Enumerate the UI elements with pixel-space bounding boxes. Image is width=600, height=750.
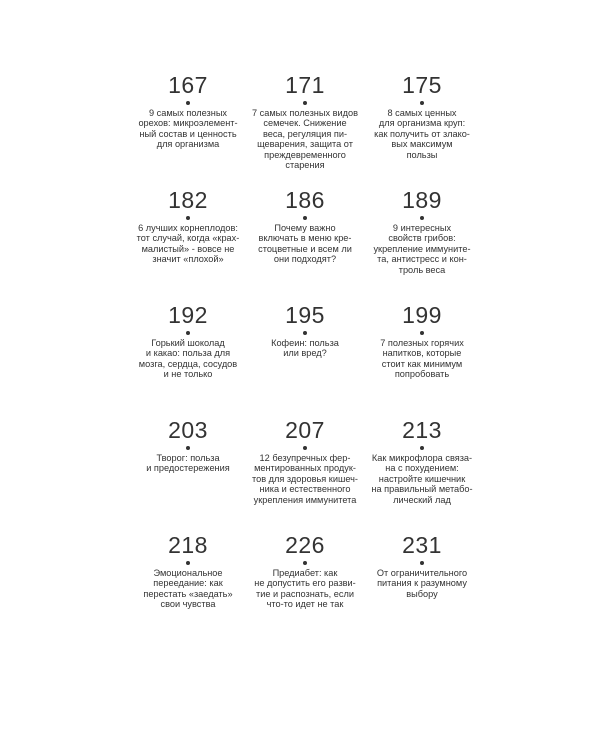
entry-description-line: пользы xyxy=(406,149,438,160)
bullet-dot-icon xyxy=(420,101,424,105)
entry-description-line: 9 самых полезных xyxy=(148,108,228,118)
page-number: 195 xyxy=(285,302,325,328)
entry-description-line: ный состав и ценность xyxy=(139,128,237,139)
entry-description-line: 7 самых полезных видов xyxy=(252,108,358,118)
bullet-dot-icon xyxy=(303,446,307,450)
contents-entry xyxy=(130,72,246,187)
entry-description-line: 7 полезных горячих xyxy=(380,338,464,348)
entry-description-line: 6 лучших корнеплодов: xyxy=(138,223,238,233)
entry-description-line: Предиабет: как xyxy=(272,568,338,578)
entry-description-line: на с похудением: xyxy=(385,463,459,474)
entry-description-line: для организма круп: xyxy=(378,118,466,129)
contents-entry xyxy=(364,72,480,187)
contents-entry xyxy=(130,532,246,647)
entry-description-line: значит «плохой» xyxy=(152,254,224,265)
bullet-dot-icon xyxy=(420,216,424,220)
entry-description-line: веса, регуляция пи- xyxy=(262,128,348,139)
entry-description-line: ментированных продук- xyxy=(254,463,356,474)
page-number: 189 xyxy=(402,187,442,213)
entry-description-line: малистый» - вовсе не xyxy=(141,243,235,254)
bullet-dot-icon xyxy=(303,101,307,105)
entry-description-line: и предостережения xyxy=(146,463,230,474)
page-number: 207 xyxy=(285,417,325,443)
entry-description-line: что-то идет не так xyxy=(266,599,344,610)
entry-description-line: 8 самых ценных xyxy=(387,108,457,118)
entry-description-line: тот случай, когда «крах- xyxy=(136,233,240,244)
entry-description xyxy=(132,223,244,265)
entry-description-line: напитков, которые xyxy=(382,348,462,359)
entry-description-line: свойств грибов: xyxy=(388,233,456,244)
entry-description-line: вых максимум xyxy=(391,139,453,150)
page-number: 167 xyxy=(168,72,208,98)
entry-description-line: выбору xyxy=(406,588,438,599)
entry-description xyxy=(249,223,361,265)
entry-description-line: 9 интересных xyxy=(392,223,452,233)
entry-description-line: и не только xyxy=(163,369,213,380)
bullet-dot-icon xyxy=(420,561,424,565)
contents-entry xyxy=(130,417,246,532)
bullet-dot-icon xyxy=(186,561,190,565)
contents-entry xyxy=(130,187,246,302)
entry-description-line: и какао: польза для xyxy=(145,348,231,359)
bullet-dot-icon xyxy=(303,561,307,565)
entry-description xyxy=(366,453,478,505)
entry-description-line: ника и естественного xyxy=(259,484,351,495)
entry-description-line: Почему важно xyxy=(274,223,336,233)
entry-description-line: троль веса xyxy=(398,264,446,275)
contents-entry xyxy=(364,417,480,532)
page-number: 171 xyxy=(285,72,325,98)
entry-description xyxy=(132,108,244,150)
page-number: 218 xyxy=(168,532,208,558)
entry-description-line: Горький шоколад xyxy=(151,338,225,348)
entry-description xyxy=(249,338,361,359)
entry-description xyxy=(249,108,361,170)
contents-entry xyxy=(247,417,363,532)
entry-description xyxy=(132,453,244,474)
bullet-dot-icon xyxy=(186,446,190,450)
entry-description-line: та, антистресс и кон- xyxy=(377,254,467,265)
bullet-dot-icon xyxy=(303,216,307,220)
entry-description xyxy=(132,338,244,380)
entry-description-line: Эмоциональное xyxy=(153,568,223,578)
entry-description-line: включать в меню кре- xyxy=(258,233,352,244)
contents-entry xyxy=(364,187,480,302)
bullet-dot-icon xyxy=(186,216,190,220)
entry-description-line: орехов: микроэлемент- xyxy=(138,118,238,129)
entry-description-line: щеварения, защита от xyxy=(257,139,353,150)
bullet-dot-icon xyxy=(420,446,424,450)
page-number: 203 xyxy=(168,417,208,443)
entry-description-line: старения xyxy=(285,160,325,171)
contents-grid xyxy=(130,72,480,647)
bullet-dot-icon xyxy=(303,331,307,335)
page-number: 186 xyxy=(285,187,325,213)
entry-description-line: Творог: польза xyxy=(156,453,220,463)
bullet-dot-icon xyxy=(420,331,424,335)
entry-description-line: тов для здоровья кишеч- xyxy=(252,473,358,484)
contents-entry xyxy=(247,72,363,187)
entry-description-line: питания к разумному xyxy=(377,578,467,589)
page-number: 199 xyxy=(402,302,442,328)
page-number: 213 xyxy=(402,417,442,443)
entry-description xyxy=(249,568,361,610)
contents-entry xyxy=(364,532,480,647)
page-number: 192 xyxy=(168,302,208,328)
entry-description-line: преждевременного xyxy=(264,149,346,160)
entry-description-line: свои чувства xyxy=(160,599,216,610)
entry-description-line: как получить от злако- xyxy=(374,128,470,139)
entry-description-line: для организма xyxy=(156,139,220,150)
entry-description-line: на правильный метабо- xyxy=(371,484,473,495)
entry-description xyxy=(366,568,478,599)
entry-description-line: стоцветные и всем ли xyxy=(258,243,352,254)
entry-description-line: они подходят? xyxy=(273,254,337,265)
entry-description-line: не допустить его разви- xyxy=(254,578,356,589)
entry-description-line: Как микрофлора связа- xyxy=(371,453,473,463)
entry-description-line: перестать «заедать» xyxy=(143,588,233,599)
entry-description-line: укрепление иммуните- xyxy=(373,243,471,254)
bullet-dot-icon xyxy=(186,331,190,335)
entry-description-line: семечек. Снижение xyxy=(263,118,347,129)
page-number: 231 xyxy=(402,532,442,558)
contents-entry xyxy=(247,187,363,302)
entry-description xyxy=(132,568,244,610)
entry-description-line: укрепления иммунитета xyxy=(253,494,357,505)
entry-description-line: попробовать xyxy=(394,369,450,380)
page-number: 182 xyxy=(168,187,208,213)
bullet-dot-icon xyxy=(186,101,190,105)
entry-description-line: или вред? xyxy=(283,348,327,359)
entry-description-line: лический лад xyxy=(393,494,451,505)
entry-description xyxy=(366,223,478,275)
entry-description-line: От ограничительного xyxy=(376,568,468,578)
contents-entry xyxy=(130,302,246,417)
entry-description-line: Кофеин: польза xyxy=(271,338,339,348)
contents-entry xyxy=(247,302,363,417)
page-number: 175 xyxy=(402,72,442,98)
entry-description-line: стоит как минимум xyxy=(381,358,463,369)
entry-description xyxy=(366,108,478,160)
entry-description-line: настройте кишечник xyxy=(378,473,466,484)
entry-description xyxy=(366,338,478,380)
entry-description-line: 12 безупречных фер- xyxy=(259,453,351,463)
entry-description-line: переедание: как xyxy=(153,578,223,589)
contents-entry xyxy=(364,302,480,417)
entry-description-line: тие и распознать, если xyxy=(256,588,354,599)
entry-description-line: мозга, сердца, сосудов xyxy=(138,358,238,369)
page-number: 226 xyxy=(285,532,325,558)
contents-entry xyxy=(247,532,363,647)
entry-description xyxy=(249,453,361,505)
